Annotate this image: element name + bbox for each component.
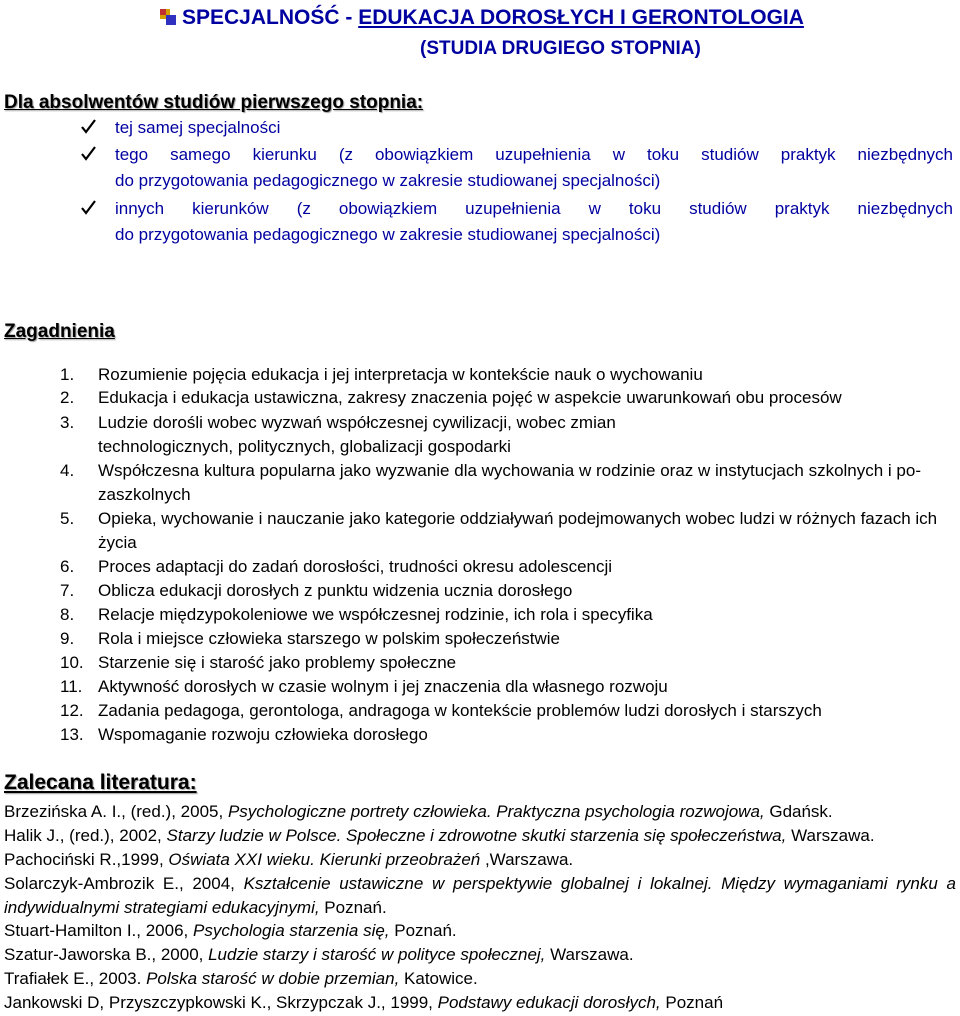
reference-title: indywidualnymi strategiami edukacyjnymi, — [4, 898, 320, 917]
reference-place: ,Warszawa. — [480, 850, 574, 869]
topic-number: 6. — [60, 557, 75, 576]
reference-entry — [4, 921, 457, 941]
title-prefix: SPECJALNOŚĆ - — [182, 6, 359, 29]
eligibility-item-text: tej samej specjalności — [115, 118, 281, 137]
reference-entry — [4, 826, 875, 846]
reference-place: Poznań. — [319, 898, 387, 917]
reference-title: Kształcenie ustawiczne w perspektywie globalnej i lokalnej. Między wymaganiami rynku a — [243, 874, 956, 893]
reference-title: Starzy ludzie w Polsce. Społeczne i zdrowotne skutki starzenia się społeczeństwa, — [166, 826, 787, 845]
eligibility-item-text: tego samego kierunku (z obowiązkiem uzupełnienia w toku studiów praktyk niezbędnych — [115, 145, 953, 164]
reference-place: Warszawa. — [786, 826, 875, 845]
topic-number: 7. — [60, 581, 75, 600]
topic-text: Proces adaptacji do zadań dorosłości, trudności okresu adolescencji — [98, 557, 613, 576]
topic-number: 4. — [60, 461, 75, 480]
reference-title: Polska starość w dobie przemian, — [146, 969, 400, 988]
topic-text: Rozumienie pojęcia edukacja i jej interpretacja w kontekście nauk o wychowaniu — [98, 365, 703, 384]
reference-entry — [4, 993, 723, 1013]
topic-number: 12. — [60, 701, 84, 720]
topic-number: 2. — [60, 388, 75, 407]
eligibility-item-text: do przygotowania pedagogicznego w zakresie studiowanej specjalności) — [115, 225, 661, 244]
title-main: EDUKACJA DOROSŁYCH I GERONTOLOGIA — [358, 6, 804, 29]
topic-text: Rola i miejsce człowieka starszego w polskim społeczeństwie — [98, 629, 561, 648]
reference-title: Oświata XXI wieku. Kierunki przeobrażeń — [168, 850, 481, 869]
topic-number: 1. — [60, 365, 75, 384]
checkmark-icon — [80, 118, 96, 139]
topic-number: 13. — [60, 725, 84, 744]
reference-entry — [4, 969, 478, 989]
topic-number: 3. — [60, 413, 75, 432]
reference-title: Podstawy edukacji dorosłych, — [437, 993, 661, 1012]
topic-number: 8. — [60, 605, 75, 624]
eligibility-item-text: do przygotowania pedagogicznego w zakresie studiowanej specjalności) — [115, 171, 661, 190]
reference-entry — [4, 874, 956, 894]
reference-author: Solarczyk-Ambrozik E., 2004, — [4, 874, 244, 893]
topic-text: Ludzie dorośli wobec wyzwań współczesnej cywilizacji, wobec zmian — [98, 413, 616, 432]
eligibility-item-text: innych kierunków (z obowiązkiem uzupełnienia w toku studiów praktyk niezbędnych — [115, 199, 953, 218]
topic-number: 9. — [60, 629, 75, 648]
reference-author: Trafiałek E., 2003. — [4, 969, 147, 988]
reference-place: Gdańsk. — [764, 802, 833, 821]
topic-text: Współczesna kultura popularna jako wyzwanie dla wychowania w rodzinie oraz w instytucjach szkolnych i po- — [98, 461, 921, 480]
literature-heading: Zalecana literatura: — [4, 771, 197, 794]
reference-entry — [4, 898, 387, 918]
reference-author: Pachociński R.,1999, — [4, 850, 169, 869]
topic-text: Opieka, wychowanie i nauczanie jako kategorie oddziaływań podejmowanych wobec ludzi w różnych fazach ich — [98, 509, 938, 528]
topic-text: Zadania pedagoga, gerontologa, andragoga w kontekście problemów ludzi dorosłych i starszych — [98, 701, 822, 720]
reference-author: Jankowski D, Przyszczypkowski K., Skrzypczak J., 1999, — [4, 993, 438, 1012]
reference-entry — [4, 945, 634, 965]
topics-heading: Zagadnienia — [4, 321, 115, 342]
reference-entry — [4, 802, 833, 822]
flag-bullet-icon — [160, 9, 176, 25]
reference-place: Poznań. — [389, 921, 457, 940]
topic-text: Wspomaganie rozwoju człowieka dorosłego — [98, 725, 428, 744]
reference-author: Halik J., (red.), 2002, — [4, 826, 167, 845]
reference-place: Poznań — [660, 993, 724, 1012]
topic-number: 5. — [60, 509, 75, 528]
topic-text: Starzenie się i starość jako problemy społeczne — [98, 653, 457, 672]
reference-author: Szatur-Jaworska B., 2000, — [4, 945, 209, 964]
topic-text: życia — [98, 533, 137, 552]
document-subtitle: (STUDIA DRUGIEGO STOPNIA) — [420, 38, 701, 59]
reference-author: Brzezińska A. I., (red.), 2005, — [4, 802, 228, 821]
topic-text: Relacje międzypokoleniowe we współczesnej rodzinie, ich rola i specyfika — [98, 605, 653, 624]
topic-text: Oblicza edukacji dorosłych z punktu widzenia ucznia dorosłego — [98, 581, 573, 600]
topic-number: 10. — [60, 653, 84, 672]
checkmark-icon — [80, 199, 96, 220]
topic-text: Edukacja i edukacja ustawiczna, zakresy znaczenia pojęć w aspekcie uwarunkowań obu procesów — [98, 388, 842, 407]
topic-number: 11. — [60, 677, 83, 696]
reference-place: Warszawa. — [545, 945, 634, 964]
reference-title: Psychologia starzenia się, — [192, 921, 390, 940]
checkmark-icon — [80, 145, 96, 166]
reference-place: Katowice. — [399, 969, 478, 988]
reference-title: Ludzie starzy i starość w polityce społecznej, — [208, 945, 546, 964]
topic-text: technologicznych, politycznych, globalizacji gospodarki — [98, 437, 511, 456]
eligibility-heading: Dla absolwentów studiów pierwszego stopnia: — [4, 92, 424, 113]
topic-text: zaszkolnych — [98, 485, 191, 504]
reference-title: Psychologiczne portrety człowieka. Praktyczna psychologia rozwojowa, — [227, 802, 765, 821]
topic-text: Aktywność dorosłych w czasie wolnym i jej znaczenia dla własnego rozwoju — [98, 677, 668, 696]
document-title — [160, 6, 804, 30]
reference-author: Stuart-Hamilton I., 2006, — [4, 921, 193, 940]
reference-entry — [4, 850, 573, 870]
